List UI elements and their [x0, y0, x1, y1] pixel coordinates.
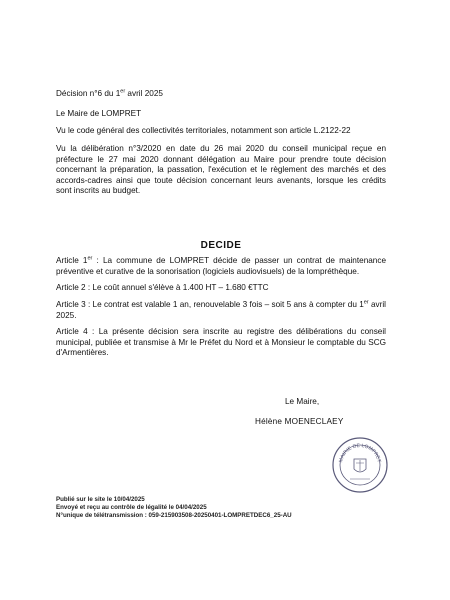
article-1-sup: er [87, 255, 93, 262]
decide-heading: DECIDE [200, 240, 242, 251]
article-1-label: Article 1 [56, 256, 88, 265]
article-1-text: : La commune de LOMPRET décide de passer un contrat de maintenance préventive et curative de la sonorisation (logiciels audiovisuels) de la lompréthèque. [56, 256, 387, 276]
decision-title [56, 89, 386, 100]
article-3 [56, 300, 386, 321]
title-suffix: avril 2025 [125, 89, 163, 98]
footer-teletransmission-id: N°unique de télétransmission : 059-215903508-20250401-LOMPRETDEC6_25-AU [56, 512, 292, 519]
signature-name: Hélène MOENECLAEY [255, 417, 344, 426]
article-4: Article 4 : La présente décision sera inscrite au registre des délibérations du conseil municipal, publiée et transmise à Mr le Préfet du Nord et à Monsieur le comptable du SCG d'Armentières. [56, 327, 386, 358]
footer-published: Publié sur le site le 10/04/2025 [56, 496, 145, 503]
article-3-sup: er [363, 299, 369, 306]
maire-line: Le Maire de LOMPRET [56, 109, 142, 118]
mairie-seal-stamp [330, 435, 390, 495]
vu-deliberation-paragraph: Vu la délibération n°3/2020 en date du 26 mai 2020 du conseil municipal reçue en préfecture le 27 mai 2020 donnant délégation au Maire pour prendre toute décision concernant la préparation, la passation, l'exécution et le règlement des marchés et des accords-cadres ainsi que toute décision concernant leurs avenants, lorsque les crédits sont inscrits au budget. [56, 144, 386, 196]
signature-role: Le Maire, [285, 397, 320, 406]
article-1 [56, 256, 386, 277]
vu-code-paragraph: Vu le code général des collectivités territoriales, notamment son article L.2122-22 [56, 126, 351, 135]
article-2: Article 2 : Le coût annuel s'élève à 1.400 HT – 1.680 €TTC [56, 283, 269, 292]
seal-lettering: MAIRIE DE LOMPRET [338, 442, 382, 464]
footer-sent-received: Envoyé et reçu au contrôle de légalité le 04/04/2025 [56, 504, 207, 511]
title-prefix: Décision n°6 du 1 [56, 89, 121, 98]
article-3-suffix: avril 2025. [56, 300, 386, 320]
transmission-footer [56, 496, 292, 520]
title-sup: er [120, 88, 126, 95]
article-3-prefix: Article 3 : Le contrat est valable 1 an, renouvelable 3 fois – soit 5 ans à compter du 1 [56, 300, 364, 309]
